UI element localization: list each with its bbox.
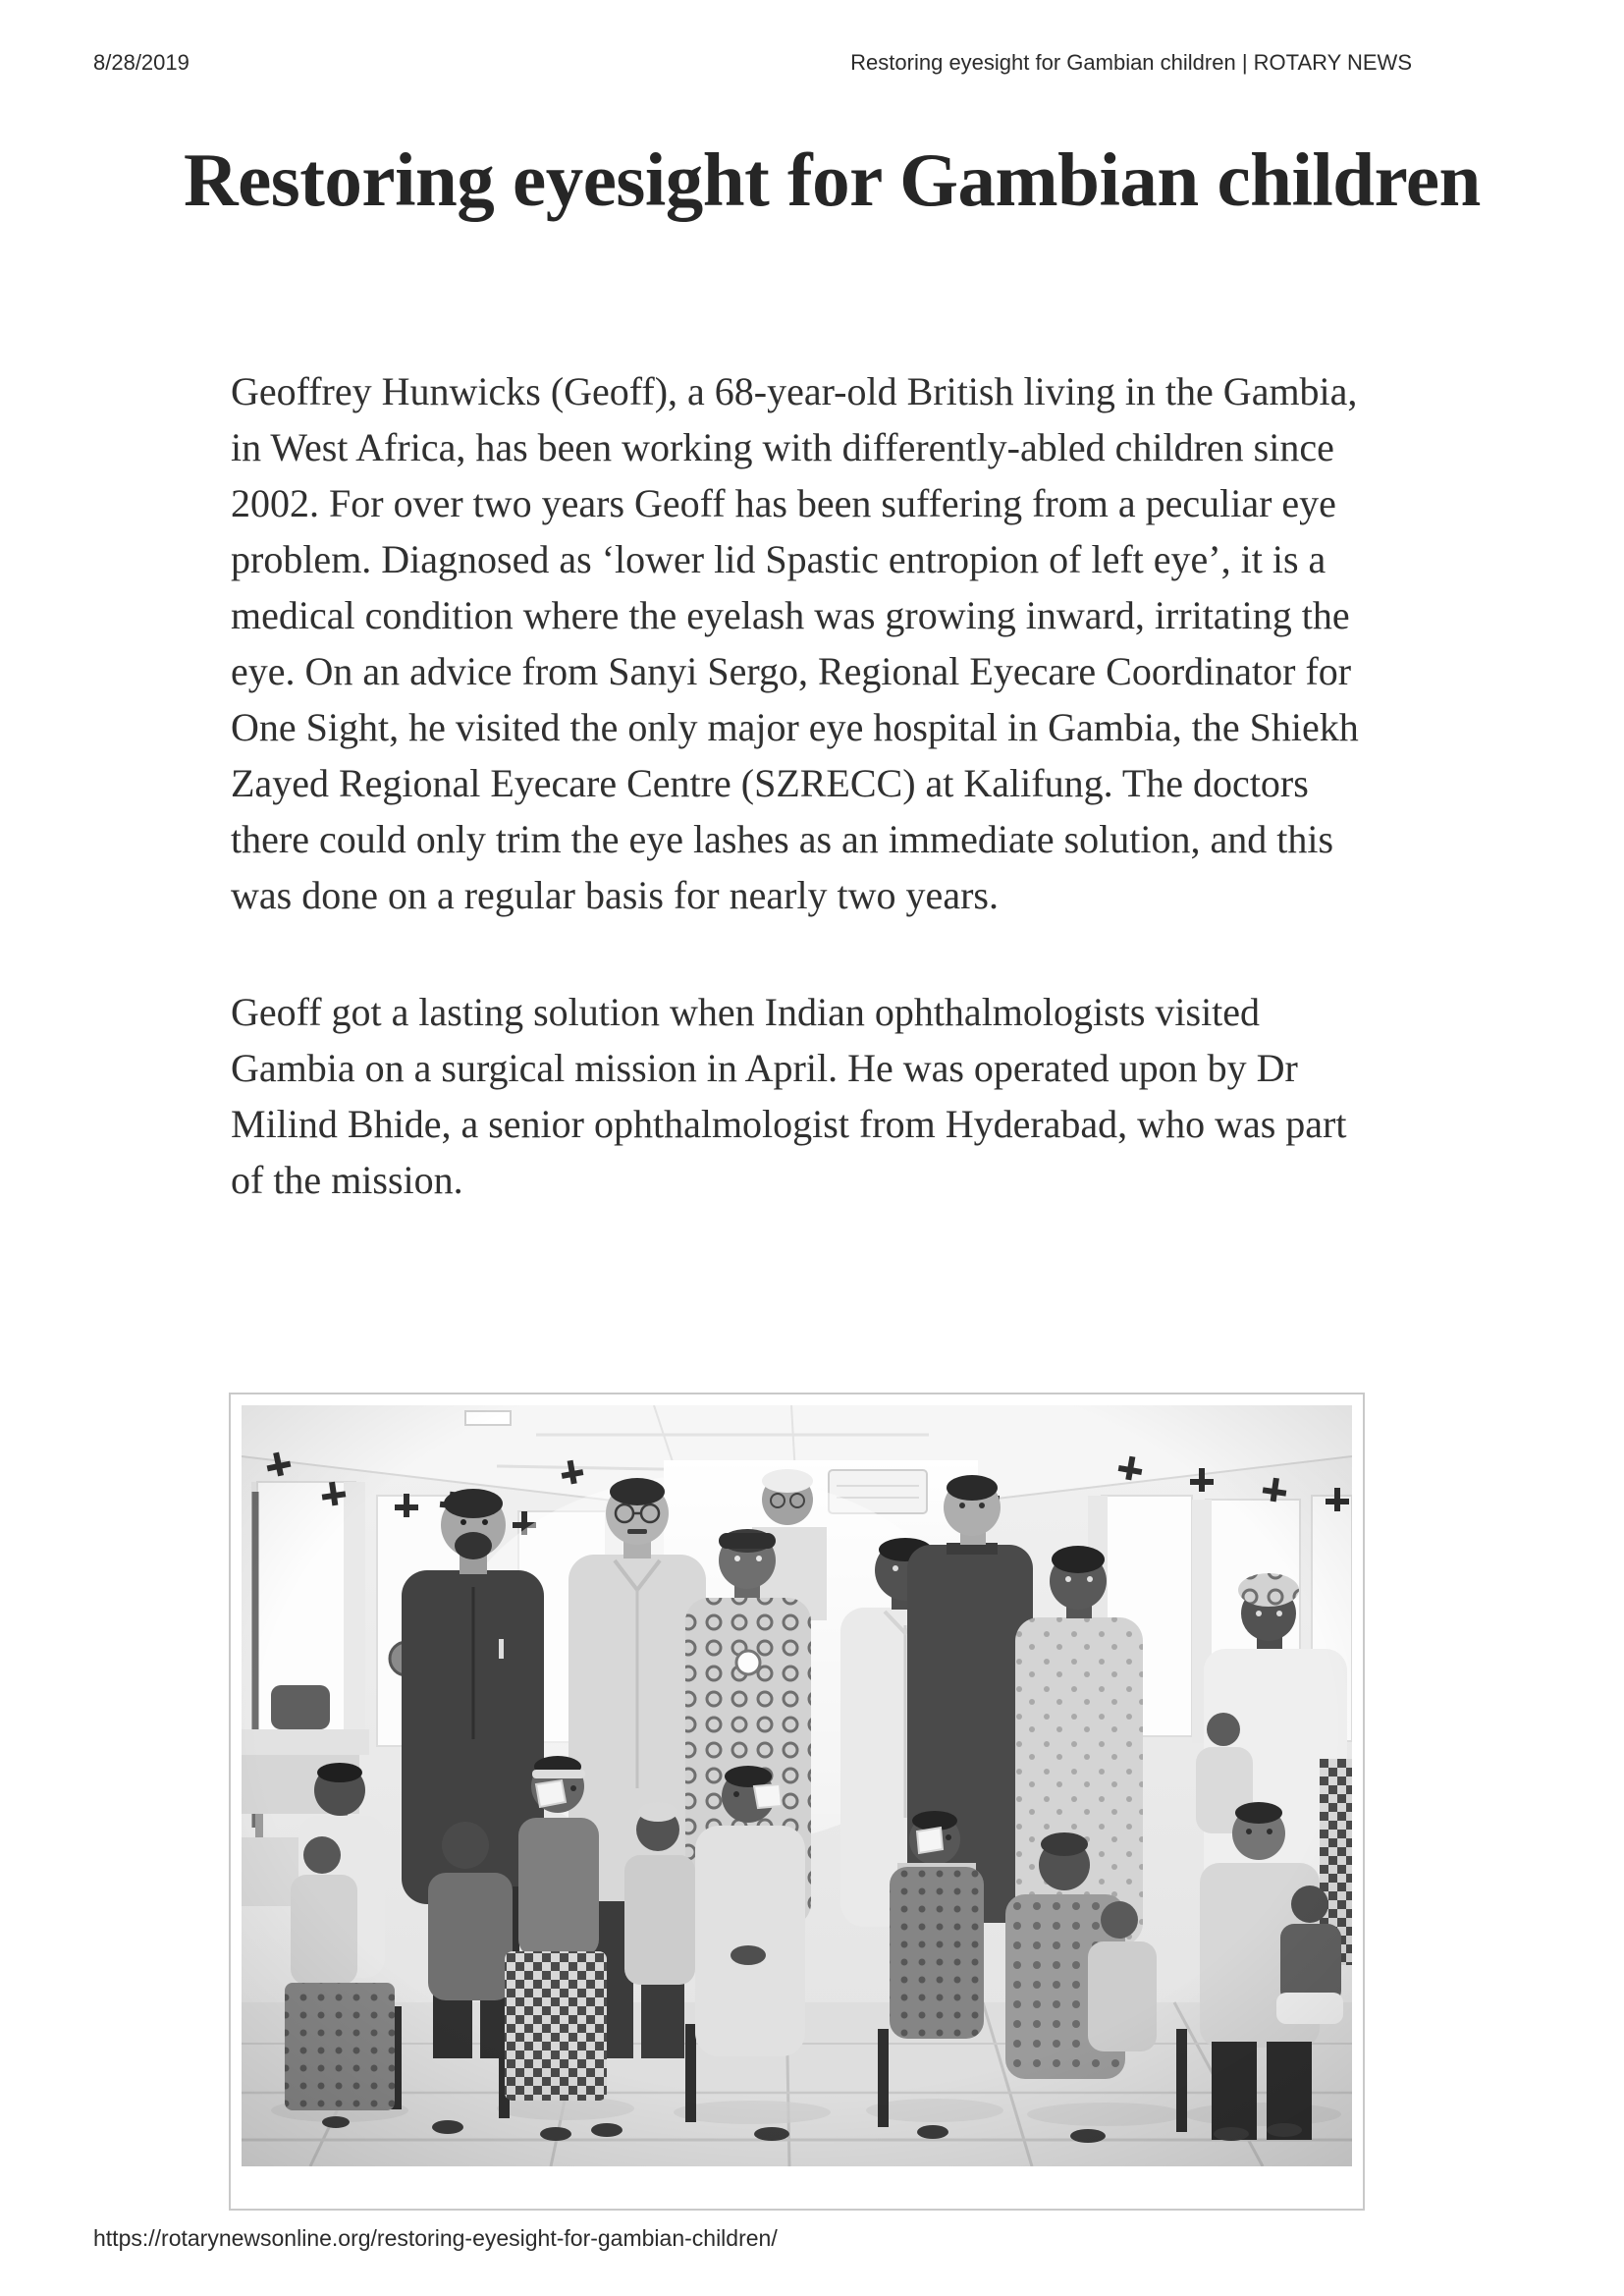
- article-paragraph-2: Geoff got a lasting solution when Indian ophthalmologists visited Gambia on a surgical mission in April. He was operated upon by Dr Milind Bhide, a senior ophthalmologist from Hyderabad, who was part of the mission.: [231, 990, 1347, 1202]
- article-headline: Restoring eyesight for Gambian children: [184, 137, 1481, 222]
- photo-vignette: [242, 1405, 1352, 2166]
- article-paragraph-1: Geoffrey Hunwicks (Geoff), a 68-year-old British living in the Gambia, in West Africa, has been working with differently-abled children since 2002. For over two years Geoff has been suffering from a peculiar eye problem. Diagnosed as ‘lower lid Spastic entropion of left eye’, it is a medical condition where the eyelash was growing inward, irritating the eye. On an advice from Sanyi Sergo, Regional Eyecare Coordinator for One Sight, he visited the only major eye hospital in Gambia, the Shiekh Zayed Regional Eyecare Centre (SZRECC) at Kalifung. The doctors there could only trim the eye lashes as an immediate solution, and this was done on a regular basis for nearly two years.: [231, 369, 1359, 917]
- article-body: [231, 363, 1375, 1269]
- group-photo: [242, 1405, 1352, 2166]
- article-photo-frame: [229, 1393, 1365, 2211]
- source-url: https://rotarynewsonline.org/restoring-eyesight-for-gambian-children/: [93, 2225, 778, 2251]
- print-title: Restoring eyesight for Gambian children | ROTARY NEWS: [850, 50, 1412, 75]
- print-date: 8/28/2019: [93, 50, 189, 75]
